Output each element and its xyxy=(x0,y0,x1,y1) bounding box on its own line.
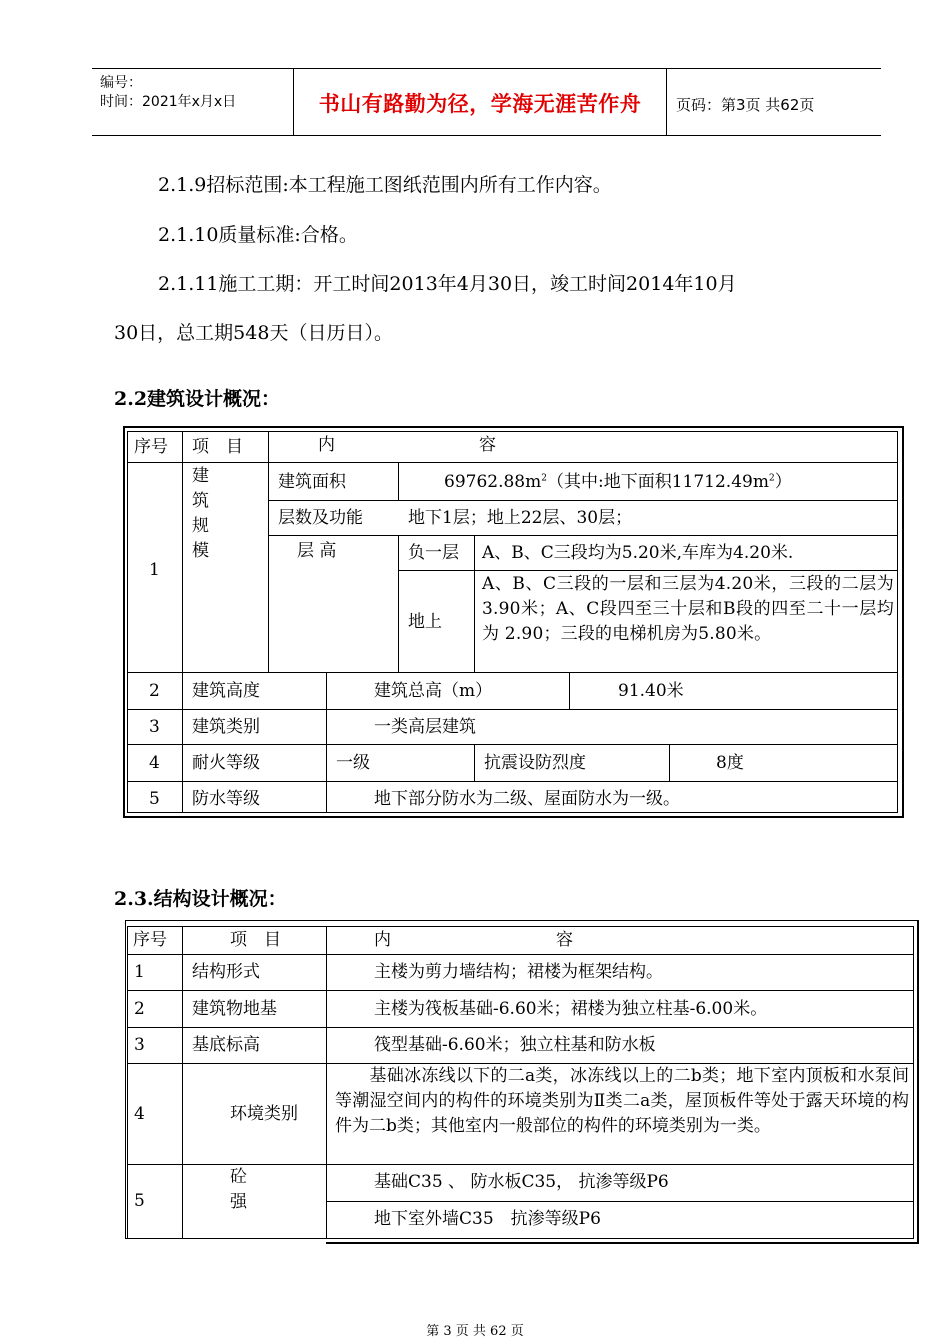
struct-r1-no: 1 xyxy=(134,962,145,982)
header-page-info: 页码：第3页 共62页 xyxy=(676,96,815,114)
arch-row3-no: 3 xyxy=(149,717,160,737)
struct-r3-value: 筏型基础-6.60米；独立柱基和防水板 xyxy=(374,1035,656,1055)
arch-col-header-content-2: 容 xyxy=(479,435,496,455)
arch-floors-label: 层数及功能 xyxy=(278,508,363,528)
page-footer: 第 3 页 共 62 页 xyxy=(426,1324,524,1339)
arch-row3-value: 一类高层建筑 xyxy=(374,717,476,737)
arch-row4-value: 一级 xyxy=(336,753,370,773)
struct-r5-no: 5 xyxy=(134,1191,145,1211)
arch-col-header-content-1: 内 xyxy=(318,435,335,455)
arch-col-header-item: 项 目 xyxy=(192,437,243,457)
struct-r5-item-2: 强 xyxy=(230,1192,247,1212)
arch-area-value-b: （其中:地下面积11712.49m xyxy=(546,472,769,492)
arch-row4-sub: 抗震设防烈度 xyxy=(484,753,586,773)
arch-col-header-no: 序号 xyxy=(134,437,168,457)
arch-row2-sub: 建筑总高（m） xyxy=(374,681,493,701)
struct-r2-item: 建筑物地基 xyxy=(192,999,277,1019)
arch-height-label: 层 高 xyxy=(297,541,337,561)
arch-b1-value: A、B、C三段均为5.20米,车库为4.20米. xyxy=(482,543,794,563)
arch-row1-category-char-3: 规 xyxy=(192,516,209,536)
struct-r4-value: 基础冰冻线以下的二a类，冰冻线以上的二b类；地下室内顶板和水泵间等潮湿空间内的构件的环境类别为Ⅱ类二a类，屋顶板件等处于露天环境的构件为二b类；其他室内一般部位的构件的环境类别为一类。 xyxy=(335,1066,909,1136)
arch-area-value-a: 69762.88m xyxy=(444,472,542,492)
para-bid-scope: 2.1.9招标范围:本工程施工图纸范围内所有工作内容。 xyxy=(158,174,612,196)
header-bottom-rule xyxy=(92,135,881,136)
arch-row1-category-char-4: 模 xyxy=(192,541,209,561)
para-schedule-line2: 30日，总工期548天（日历日）。 xyxy=(114,322,393,344)
arch-row2-no: 2 xyxy=(149,681,160,701)
struct-r2-value: 主楼为筏板基础-6.60米；裙楼为独立柱基-6.00米。 xyxy=(374,999,768,1019)
arch-row3-item: 建筑类别 xyxy=(192,717,260,737)
arch-area-label: 建筑面积 xyxy=(278,472,346,492)
arch-row5-item: 防水等级 xyxy=(192,789,260,809)
para-schedule-line1: 2.1.11施工工期：开工时间2013年4月30日，竣工时间2014年10月 xyxy=(158,273,737,295)
arch-area-sup-1: 2 xyxy=(541,473,547,484)
arch-row1-category-char-2: 筑 xyxy=(192,491,209,511)
header-time-label: 时间：2021年x月x日 xyxy=(100,94,237,110)
arch-row5-value: 地下部分防水为二级、屋面防水为一级。 xyxy=(374,789,680,809)
para-quality-standard: 2.1.10质量标准:合格。 xyxy=(158,224,358,246)
struct-r1-value: 主楼为剪力墙结构；裙楼为框架结构。 xyxy=(374,962,663,982)
section-heading-structure: 2.3.结构设计概况： xyxy=(114,888,287,910)
arch-row1-no: 1 xyxy=(149,560,160,580)
arch-row2-item: 建筑高度 xyxy=(192,681,260,701)
struct-r3-item: 基底标高 xyxy=(192,1035,260,1055)
arch-above-label: 地上 xyxy=(408,612,442,632)
arch-row1-category-char-1: 建 xyxy=(192,466,209,486)
arch-row2-value: 91.40米 xyxy=(618,681,684,701)
arch-row4-no: 4 xyxy=(149,753,160,773)
struct-col-header-item: 项 目 xyxy=(230,930,281,950)
arch-area-value xyxy=(444,474,792,491)
arch-area-sup-2: 2 xyxy=(768,473,775,484)
arch-row4-item: 耐火等级 xyxy=(192,753,260,773)
struct-r5-value-1: 基础C35 、 防水板C35， 抗渗等级P6 xyxy=(374,1172,669,1192)
struct-r3-no: 3 xyxy=(134,1035,145,1055)
header-top-rule xyxy=(92,68,881,69)
struct-r5-value-2: 地下室外墙C35 抗渗等级P6 xyxy=(374,1209,601,1229)
header-code-label: 编号： xyxy=(100,75,142,91)
arch-b1-label: 负一层 xyxy=(408,543,459,563)
struct-r5-item-1: 砼 xyxy=(230,1167,247,1187)
arch-row5-no: 5 xyxy=(149,789,160,809)
header-divider-right xyxy=(666,68,667,135)
arch-row4-sub-value: 8度 xyxy=(716,753,744,773)
arch-area-value-c: ） xyxy=(774,472,792,492)
arch-above-value: A、B、C三段的一层和三层为4.20米，三段的二层为3.90米；A、C段四至三十层和B段的四至二十一层均为 2.90；三段的电梯机房为5.80米。 xyxy=(482,574,894,644)
struct-r2-no: 2 xyxy=(134,999,145,1019)
struct-r1-item: 结构形式 xyxy=(192,962,260,982)
struct-col-header-no: 序号 xyxy=(133,930,167,950)
struct-r4-no: 4 xyxy=(134,1104,145,1124)
struct-col-header-content-1: 内 xyxy=(374,930,391,950)
header-motto: 书山有路勤为径，学海无涯苦作舟 xyxy=(318,92,642,116)
struct-col-header-content-2: 容 xyxy=(556,930,573,950)
section-heading-architecture: 2.2建筑设计概况： xyxy=(114,388,281,410)
struct-r4-item: 环境类别 xyxy=(230,1104,298,1124)
arch-floors-value: 地下1层；地上22层、30层； xyxy=(408,508,633,528)
